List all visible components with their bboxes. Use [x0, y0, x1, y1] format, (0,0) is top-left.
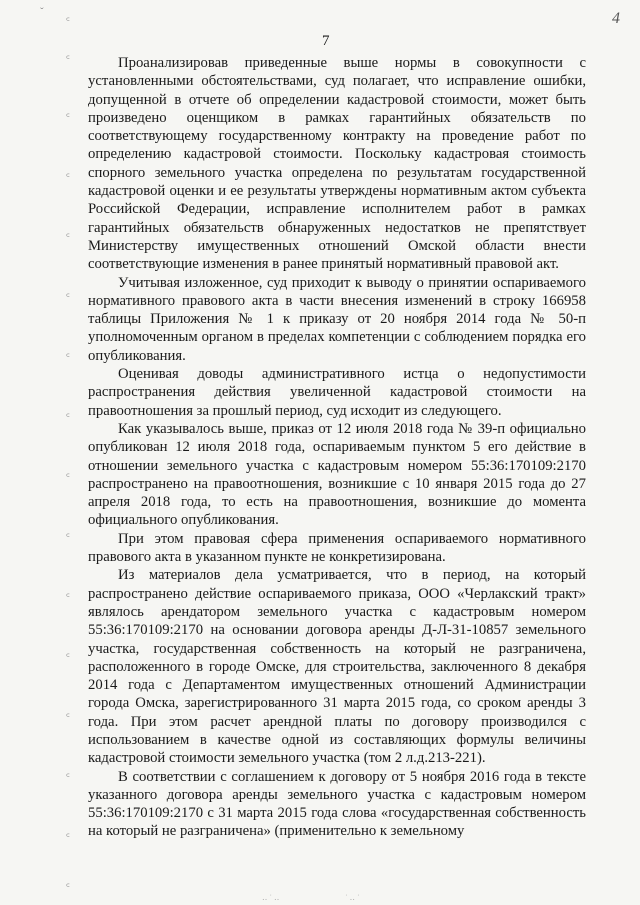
paragraph: Как указывалось выше, приказ от 12 июля 2018 года № 39-п официально опубликован 12 июля 2018 года, оспариваемым пунктом 5 его действие в отношении земельного участка с кадастровым номером 55:36:170109:2170 распространено на правоотношения, возникшие с 10 января 2015 года до 27 апреля 2018 года, то есть на правоотношения, возникшие до момента официального опубликования.: [88, 420, 586, 529]
binding-mark: ꜂: [66, 292, 70, 304]
paragraph: Оценивая доводы административного истца о недопустимости распространения действия увеличенной кадастровой стоимости на правоотношения за прошлый период, суд исходит из следующего.: [88, 366, 586, 419]
binding-mark: ꜂: [66, 16, 70, 28]
binding-mark: ꜂: [66, 712, 70, 724]
page-number: 7: [322, 33, 330, 49]
binding-mark: ꜂: [66, 54, 70, 66]
paragraph: Проанализировав приведенные выше нормы в совокупности с установленными обстоятельствами, суд полагает, что исправление ошибки, допущенной в отчете об определении кадастровой стоимости, может быть произведено оценщиком в рамках гарантийных обязательств по соответствующему государственному контракту на проведение работ по определению кадастровой стоимости. Поскольку кадастровая стоимость спорного земельного участка определена по результатам государственной кадастровой оценки и ее результаты утверждены нормативным актом субъекта Российской Федерации, исправление исполнителем работ в рамках гарантийных обязательств обнаруженных недостатков не препятствует Министерству имущественных отношений Омской области внести соответствующие изменения в ранее принятый нормативный правовой акт.: [88, 55, 586, 273]
binding-mark: ꜂: [66, 352, 70, 364]
paragraph: При этом правовая сфера применения оспариваемого нормативного правового акта в указанном пункте не конкретизирована.: [88, 530, 586, 566]
binding-mark: ꜂: [66, 832, 70, 844]
bottom-stamp-mark: ‥ ˙ ‥: [262, 893, 280, 902]
binding-mark: ꜂: [66, 412, 70, 424]
paragraph: Из материалов дела усматривается, что в период, на который распространено действие оспариваемого приказа, ООО «Черлакский тракт» являлось арендатором земельного участка с кадастровым номером 55:36:170109:2170 на основании договора аренды Д-Л-31-10857 земельного участка, государственная собственность на который не разграничена, расположенного в городе Омске, для строительства, заключенного 8 декабря 2014 года с Департаментом имущественных отношений Администрации города Омска, зарегистрированного 31 марта 2015 года, со сроком аренды 3 года. При этом расчет арендной платы по договору производился с использованием в качестве одной из составляющих формулы величины кадастровой стоимости земельного участка (том 2 л.д.213-221).: [88, 567, 586, 767]
binding-mark: ꜂: [66, 652, 70, 664]
binding-mark: ꜂: [66, 592, 70, 604]
binding-mark: ꜂: [66, 882, 70, 894]
paragraph: В соответствии с соглашением к договору от 5 ноября 2016 года в тексте указанного договора аренды земельного участка с кадастровым номером 55:36:170109:2170 с 31 марта 2015 года слова «государственная собственность на который не разграничена» (применительно к земельному: [88, 768, 586, 840]
handwritten-page-mark: 4: [612, 10, 620, 27]
binding-mark: ꜂: [66, 232, 70, 244]
paragraph: Учитывая изложенное, суд приходит к выводу о принятии оспариваемого нормативного правового акта в части внесения изменений в строку 166958 таблицы Приложения № 1 к приказу от 20 ноября 2014 года № 50-п уполномоченным органом в пределах компетенции с соблюдением порядка его опубликования.: [88, 274, 586, 364]
bottom-stamp-mark: ˙ ‥ ˙: [345, 893, 360, 902]
binding-mark: ˇ: [40, 6, 44, 18]
binding-mark: ꜂: [66, 112, 70, 124]
document-body: [88, 54, 586, 841]
binding-mark: ꜂: [66, 532, 70, 544]
binding-mark: ꜂: [66, 772, 70, 784]
binding-mark: ꜂: [66, 472, 70, 484]
binding-mark: ꜂: [66, 172, 70, 184]
